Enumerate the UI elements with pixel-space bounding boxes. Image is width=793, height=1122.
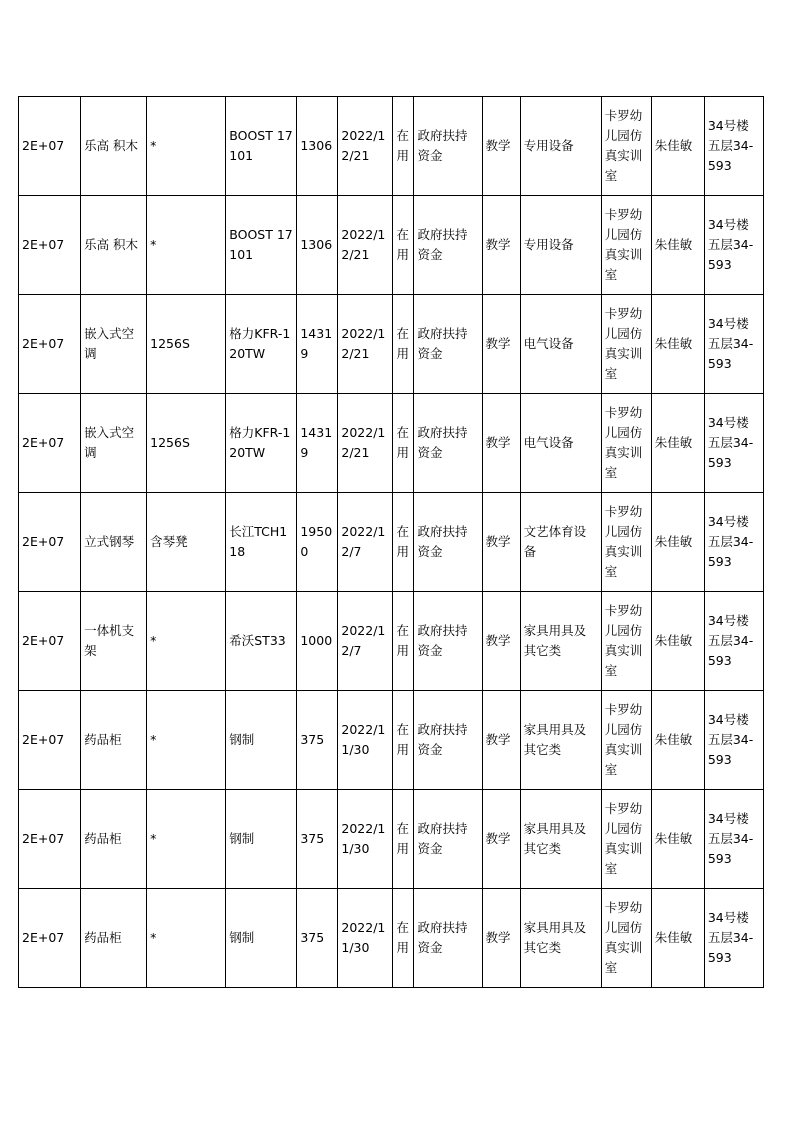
fund-source-cell: 政府扶持资金	[414, 592, 482, 691]
table-row	[19, 790, 764, 889]
keeper-cell: 朱佳敏	[651, 889, 704, 988]
date-cell: 2022/12/21	[338, 295, 393, 394]
usage-cell: 教学	[482, 790, 520, 889]
fund-source-cell: 政府扶持资金	[414, 889, 482, 988]
category-cell: 家具用具及其它类	[520, 592, 601, 691]
fund-source-cell: 政府扶持资金	[414, 691, 482, 790]
keeper-cell: 朱佳敏	[651, 394, 704, 493]
usage-cell: 教学	[482, 592, 520, 691]
date-cell: 2022/11/30	[338, 790, 393, 889]
location-cell: 34号楼五层34-593	[704, 592, 763, 691]
asset-name-cell: 药品柜	[81, 889, 147, 988]
table-row	[19, 691, 764, 790]
model-cell: 钢制	[226, 691, 297, 790]
fund-source-cell: 政府扶持资金	[414, 295, 482, 394]
keeper-cell: 朱佳敏	[651, 691, 704, 790]
date-cell: 2022/12/7	[338, 493, 393, 592]
price-cell: 375	[297, 691, 338, 790]
model-cell: 格力KFR-120TW	[226, 295, 297, 394]
asset-name-cell: 乐高 积木	[81, 196, 147, 295]
model-cell: 长江TCH118	[226, 493, 297, 592]
asset-id-cell: 2E+07	[19, 97, 81, 196]
department-cell: 卡罗幼儿园仿真实训室	[601, 889, 651, 988]
price-cell: 375	[297, 790, 338, 889]
table-row	[19, 196, 764, 295]
asset-id-cell: 2E+07	[19, 394, 81, 493]
model-cell: 钢制	[226, 889, 297, 988]
category-cell: 专用设备	[520, 97, 601, 196]
spec-cell: 1256S	[147, 295, 226, 394]
department-cell: 卡罗幼儿园仿真实训室	[601, 790, 651, 889]
status-cell: 在用	[393, 889, 414, 988]
category-cell: 电气设备	[520, 295, 601, 394]
model-cell: BOOST 17101	[226, 196, 297, 295]
location-cell: 34号楼五层34-593	[704, 889, 763, 988]
category-cell: 电气设备	[520, 394, 601, 493]
asset-name-cell: 一体机支架	[81, 592, 147, 691]
usage-cell: 教学	[482, 691, 520, 790]
model-cell: 希沃ST33	[226, 592, 297, 691]
location-cell: 34号楼五层34-593	[704, 196, 763, 295]
keeper-cell: 朱佳敏	[651, 493, 704, 592]
usage-cell: 教学	[482, 493, 520, 592]
spec-cell: 含琴凳	[147, 493, 226, 592]
asset-id-cell: 2E+07	[19, 790, 81, 889]
location-cell: 34号楼五层34-593	[704, 295, 763, 394]
location-cell: 34号楼五层34-593	[704, 97, 763, 196]
table-row	[19, 394, 764, 493]
asset-id-cell: 2E+07	[19, 592, 81, 691]
table-row	[19, 592, 764, 691]
asset-id-cell: 2E+07	[19, 295, 81, 394]
model-cell: 钢制	[226, 790, 297, 889]
spec-cell: 1256S	[147, 394, 226, 493]
asset-name-cell: 药品柜	[81, 691, 147, 790]
usage-cell: 教学	[482, 295, 520, 394]
spec-cell: *	[147, 691, 226, 790]
price-cell: 14319	[297, 295, 338, 394]
department-cell: 卡罗幼儿园仿真实训室	[601, 295, 651, 394]
keeper-cell: 朱佳敏	[651, 295, 704, 394]
department-cell: 卡罗幼儿园仿真实训室	[601, 97, 651, 196]
department-cell: 卡罗幼儿园仿真实训室	[601, 592, 651, 691]
usage-cell: 教学	[482, 97, 520, 196]
category-cell: 专用设备	[520, 196, 601, 295]
table-row	[19, 889, 764, 988]
price-cell: 1306	[297, 97, 338, 196]
location-cell: 34号楼五层34-593	[704, 691, 763, 790]
status-cell: 在用	[393, 196, 414, 295]
table-row	[19, 295, 764, 394]
fund-source-cell: 政府扶持资金	[414, 394, 482, 493]
keeper-cell: 朱佳敏	[651, 592, 704, 691]
department-cell: 卡罗幼儿园仿真实训室	[601, 691, 651, 790]
model-cell: BOOST 17101	[226, 97, 297, 196]
department-cell: 卡罗幼儿园仿真实训室	[601, 493, 651, 592]
asset-id-cell: 2E+07	[19, 493, 81, 592]
asset-id-cell: 2E+07	[19, 889, 81, 988]
asset-id-cell: 2E+07	[19, 196, 81, 295]
usage-cell: 教学	[482, 394, 520, 493]
spec-cell: *	[147, 592, 226, 691]
date-cell: 2022/12/7	[338, 592, 393, 691]
spec-cell: *	[147, 97, 226, 196]
usage-cell: 教学	[482, 196, 520, 295]
keeper-cell: 朱佳敏	[651, 790, 704, 889]
date-cell: 2022/12/21	[338, 97, 393, 196]
fund-source-cell: 政府扶持资金	[414, 790, 482, 889]
table-row	[19, 493, 764, 592]
fund-source-cell: 政府扶持资金	[414, 97, 482, 196]
table-body	[19, 97, 764, 988]
category-cell: 文艺体育设备	[520, 493, 601, 592]
status-cell: 在用	[393, 790, 414, 889]
location-cell: 34号楼五层34-593	[704, 493, 763, 592]
spec-cell: *	[147, 889, 226, 988]
price-cell: 375	[297, 889, 338, 988]
department-cell: 卡罗幼儿园仿真实训室	[601, 196, 651, 295]
location-cell: 34号楼五层34-593	[704, 394, 763, 493]
status-cell: 在用	[393, 493, 414, 592]
category-cell: 家具用具及其它类	[520, 889, 601, 988]
keeper-cell: 朱佳敏	[651, 97, 704, 196]
asset-name-cell: 嵌入式空调	[81, 394, 147, 493]
category-cell: 家具用具及其它类	[520, 691, 601, 790]
asset-table	[18, 96, 764, 988]
fund-source-cell: 政府扶持资金	[414, 493, 482, 592]
price-cell: 14319	[297, 394, 338, 493]
date-cell: 2022/11/30	[338, 889, 393, 988]
price-cell: 1000	[297, 592, 338, 691]
status-cell: 在用	[393, 97, 414, 196]
spec-cell: *	[147, 790, 226, 889]
table-row	[19, 97, 764, 196]
asset-id-cell: 2E+07	[19, 691, 81, 790]
date-cell: 2022/12/21	[338, 196, 393, 295]
category-cell: 家具用具及其它类	[520, 790, 601, 889]
fund-source-cell: 政府扶持资金	[414, 196, 482, 295]
price-cell: 19500	[297, 493, 338, 592]
status-cell: 在用	[393, 394, 414, 493]
asset-name-cell: 立式钢琴	[81, 493, 147, 592]
location-cell: 34号楼五层34-593	[704, 790, 763, 889]
status-cell: 在用	[393, 295, 414, 394]
price-cell: 1306	[297, 196, 338, 295]
asset-name-cell: 乐高 积木	[81, 97, 147, 196]
status-cell: 在用	[393, 592, 414, 691]
date-cell: 2022/12/21	[338, 394, 393, 493]
usage-cell: 教学	[482, 889, 520, 988]
model-cell: 格力KFR-120TW	[226, 394, 297, 493]
spec-cell: *	[147, 196, 226, 295]
department-cell: 卡罗幼儿园仿真实训室	[601, 394, 651, 493]
status-cell: 在用	[393, 691, 414, 790]
asset-name-cell: 药品柜	[81, 790, 147, 889]
asset-name-cell: 嵌入式空调	[81, 295, 147, 394]
keeper-cell: 朱佳敏	[651, 196, 704, 295]
date-cell: 2022/11/30	[338, 691, 393, 790]
